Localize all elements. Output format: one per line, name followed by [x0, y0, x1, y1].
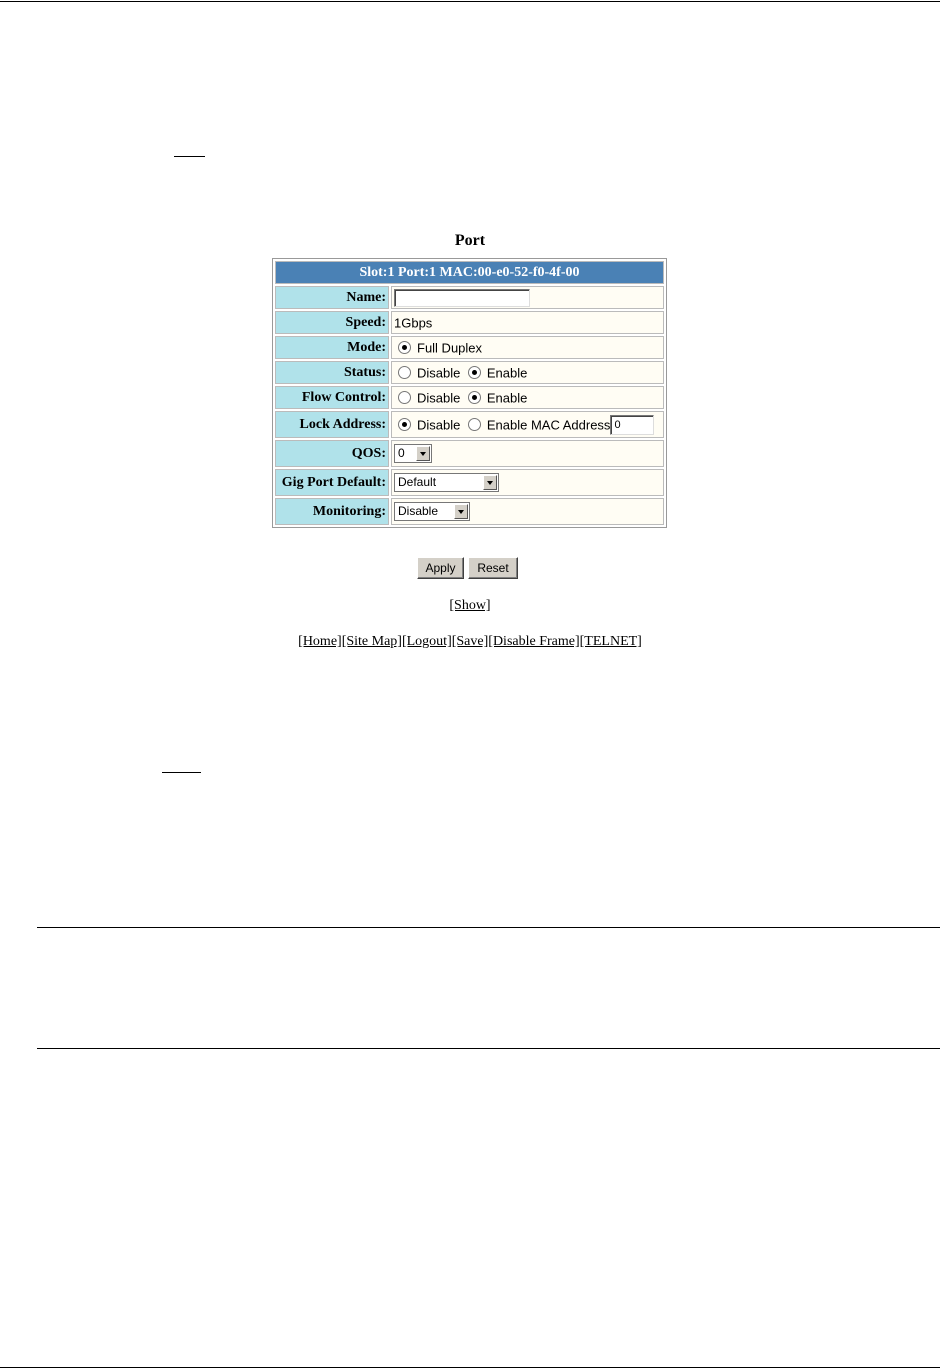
- speed-label: Speed:: [275, 311, 389, 334]
- mode-label: Mode:: [275, 336, 389, 359]
- lock-address-disable-label: Disable: [417, 417, 461, 432]
- dropdown-arrow-icon: [454, 504, 468, 519]
- nav-home-link[interactable]: [Home]: [298, 634, 342, 649]
- port-header: Slot:1 Port:1 MAC:00-e0-52-f0-4f-00: [275, 261, 664, 284]
- flow-control-enable-radio[interactable]: [468, 391, 481, 404]
- monitoring-label: Monitoring:: [275, 498, 389, 525]
- mode-full-duplex-radio[interactable]: [398, 341, 411, 354]
- monitoring-select[interactable]: [394, 502, 470, 521]
- underline-mark: [162, 772, 201, 773]
- bottom-rule: [0, 1367, 940, 1368]
- flow-control-disable-label: Disable: [417, 389, 461, 405]
- nav-links: [0, 634, 940, 650]
- status-disable-label: Disable: [417, 364, 461, 380]
- status-enable-label: Enable: [486, 364, 528, 380]
- qos-label: QOS:: [275, 440, 389, 467]
- qos-select[interactable]: [394, 444, 432, 463]
- gig-port-default-select[interactable]: [394, 473, 499, 492]
- gig-port-default-label: Gig Port Default:: [275, 469, 389, 496]
- nav-site-map-link[interactable]: [Site Map]: [341, 634, 402, 649]
- lock-address-disable-radio[interactable]: [398, 418, 411, 431]
- name-input[interactable]: [394, 289, 530, 307]
- divider-rule: [37, 1048, 940, 1049]
- reset-button[interactable]: Reset: [468, 557, 518, 579]
- lock-address-label: Lock Address:: [275, 411, 389, 438]
- mac-address-input[interactable]: 0: [610, 415, 654, 435]
- monitoring-value: Disable: [398, 504, 439, 518]
- nav-disable-frame-link[interactable]: [Disable Frame]: [488, 634, 580, 649]
- status-disable-radio[interactable]: [398, 366, 411, 379]
- status-enable-radio[interactable]: [468, 366, 481, 379]
- apply-button[interactable]: Apply: [417, 557, 464, 579]
- nav-save-link[interactable]: [Save]: [451, 634, 489, 649]
- status-label: Status:: [275, 361, 389, 384]
- show-link[interactable]: [Show]: [449, 598, 491, 613]
- flow-control-label: Flow Control:: [275, 386, 389, 409]
- port-config-table: [272, 258, 667, 528]
- lock-address-enable-radio[interactable]: [468, 418, 481, 431]
- flow-control-disable-radio[interactable]: [398, 391, 411, 404]
- dropdown-arrow-icon: [416, 446, 430, 461]
- nav-telnet-link[interactable]: [TELNET]: [579, 634, 642, 649]
- underline-mark: [174, 156, 205, 157]
- name-label: Name:: [275, 286, 389, 309]
- mode-full-duplex-label: Full Duplex: [417, 339, 483, 355]
- gig-port-default-value: Default: [398, 475, 437, 489]
- qos-value: 0: [398, 446, 405, 460]
- nav-logout-link[interactable]: [Logout]: [401, 634, 452, 649]
- divider-rule: [37, 927, 940, 928]
- page-title: Port: [454, 232, 486, 249]
- flow-control-enable-label: Enable: [486, 389, 528, 405]
- lock-address-enable-label: Enable MAC Address: [486, 417, 611, 432]
- top-rule: [0, 1, 940, 2]
- dropdown-arrow-icon: [483, 475, 497, 490]
- speed-value: 1Gbps: [394, 314, 433, 330]
